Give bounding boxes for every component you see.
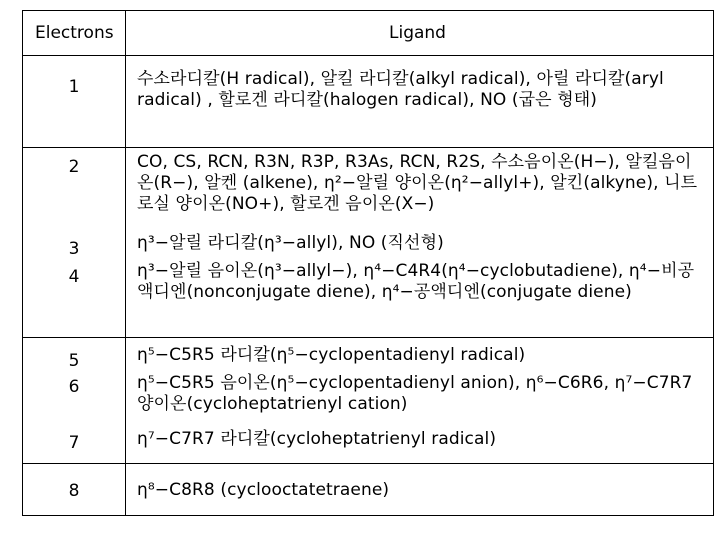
row-divider	[23, 55, 713, 56]
electrons-5: 5	[68, 351, 80, 371]
row-divider	[23, 337, 713, 338]
row-divider	[23, 147, 713, 148]
ligand-5: η⁵−C5R5 라디칼(η⁵−cyclopentadienyl radical)	[137, 345, 526, 365]
electrons-1: 1	[68, 77, 80, 97]
electrons-8: 8	[68, 481, 80, 501]
ligand-6: η⁵−C5R5 음이온(η⁵−cyclopentadienyl anion), η⁶−C6R6, η⁷−C7R7 양이온(cycloheptatrienyl cation)	[137, 373, 693, 414]
electrons-3: 3	[68, 239, 80, 259]
row-divider	[23, 463, 713, 464]
header-electrons: Electrons	[35, 23, 114, 43]
ligand-3: η³−알릴 라디칼(η³−allyl), NO (직선형)	[137, 233, 444, 253]
electrons-2: 2	[68, 157, 80, 177]
ligand-electron-table	[22, 10, 714, 516]
electrons-6: 6	[68, 377, 80, 397]
column-divider	[125, 11, 126, 515]
header-ligand: Ligand	[389, 23, 446, 43]
electrons-4: 4	[68, 267, 80, 287]
ligand-4: η³−알릴 음이온(η³−allyl−), η⁴−C4R4(η⁴−cyclobutadiene), η⁴−비공액디엔(nonconjugate diene), η⁴−공액디엔(conjugate diene)	[137, 261, 695, 302]
ligand-2: CO, CS, RCN, R3N, R3P, R3As, RCN, R2S, 수소음이온(H−), 알킬음이온(R−), 알켄 (alkene), η²−알릴 양이온(η²−allyl+), 알킨(alkyne), 니트로실 양이온(NO+), 할로겐 음이온(X−)	[137, 152, 698, 214]
ligand-1: 수소라디칼(H radical), 알킬 라디칼(alkyl radical), 아릴 라디칼(aryl radical) , 할로겐 라디칼(halogen radical), NO (굽은 형태)	[137, 69, 664, 110]
ligand-8: η⁸−C8R8 (cyclooctatetraene)	[137, 480, 390, 500]
ligand-7: η⁷−C7R7 라디칼(cycloheptatrienyl radical)	[137, 429, 497, 449]
electrons-7: 7	[68, 433, 80, 453]
